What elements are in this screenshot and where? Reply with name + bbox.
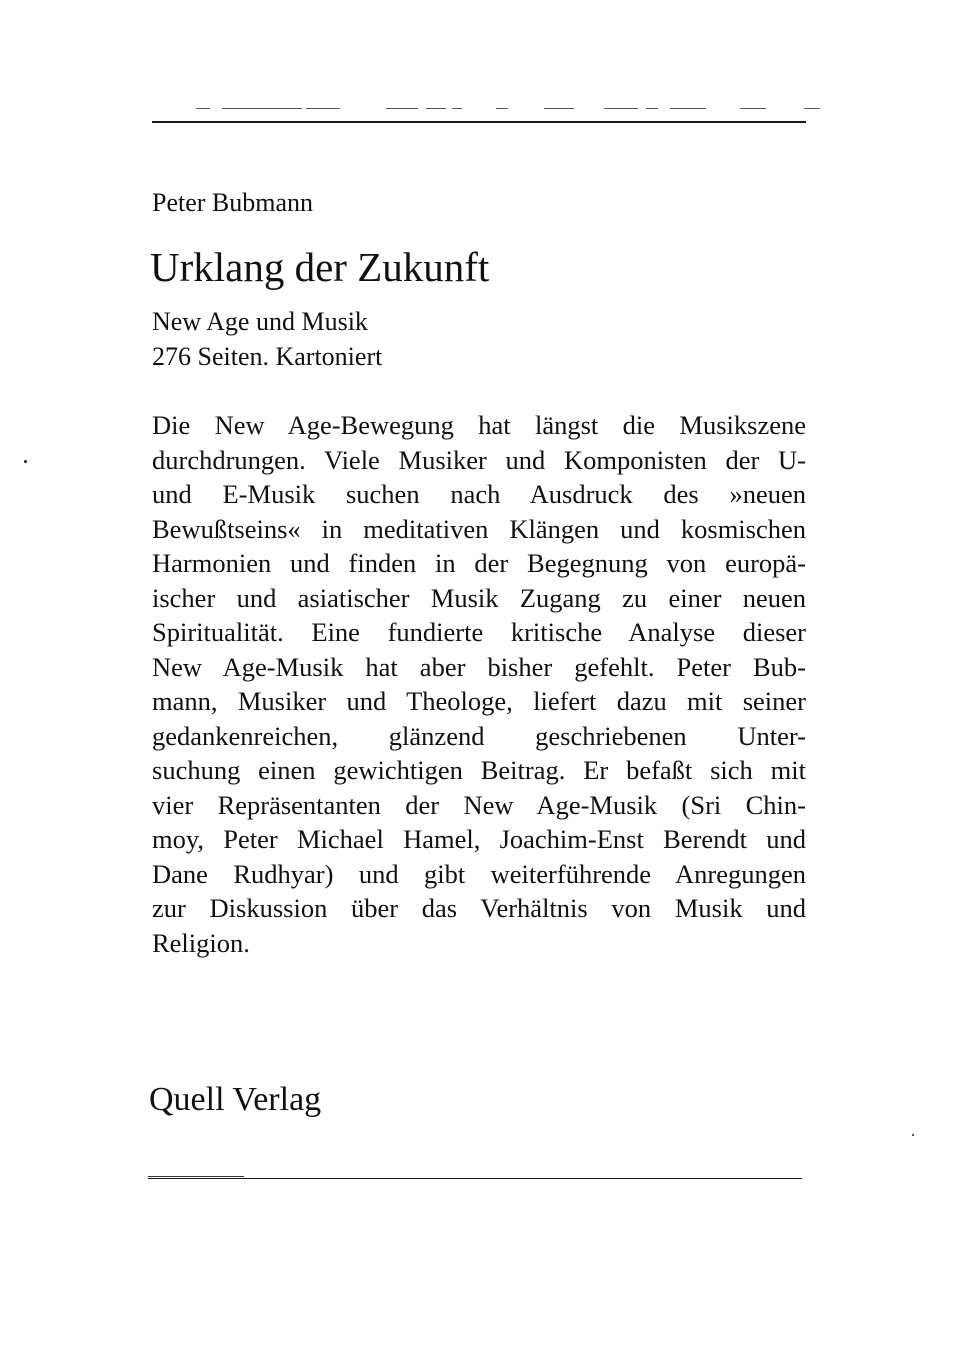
dash-segment xyxy=(604,108,638,109)
scan-speck xyxy=(24,460,27,463)
book-meta: 276 Seiten. Kartoniert xyxy=(152,342,383,371)
description-line: durchdrungen. Viele Musiker und Komponisten der U- xyxy=(152,444,806,475)
top-dashed-rule xyxy=(196,108,822,112)
dash-segment xyxy=(804,108,820,109)
publisher-name: Quell Verlag xyxy=(149,1081,322,1118)
top-rule xyxy=(152,121,806,123)
description-line: gedankenreichen, glänzend geschriebenen Unter- xyxy=(152,720,806,751)
description-line: ischer und asiatischer Musik Zugang zu einer neuen xyxy=(152,582,806,613)
book-subtitle: New Age und Musik xyxy=(152,307,368,336)
description-line: Harmonien und finden in der Begegnung von europä- xyxy=(152,548,806,578)
description-line: New Age-Musik hat aber bisher gefehlt. Peter Bub- xyxy=(152,651,806,682)
dash-segment xyxy=(426,108,446,109)
book-title: Urklang der Zukunft xyxy=(150,244,490,290)
dash-segment xyxy=(646,108,658,109)
dash-segment xyxy=(222,108,302,109)
description-line: zur Diskussion über das Verhältnis von Musik und xyxy=(152,893,806,923)
dash-segment xyxy=(386,108,418,109)
description-line: moy, Peter Michael Hamel, Joachim-Enst Berendt und xyxy=(152,824,806,854)
description-line: Dane Rudhyar) und gibt weiterführende Anregungen xyxy=(152,858,806,889)
dash-segment xyxy=(670,108,706,109)
dash-segment xyxy=(496,108,508,109)
dash-segment xyxy=(740,108,766,109)
dash-segment xyxy=(452,108,462,109)
description-line: Spiritualität. Eine fundierte kritische Analyse dieser xyxy=(152,617,806,647)
description-line: Bewußtseins« in meditativen Klängen und kosmischen xyxy=(152,513,806,544)
dash-segment xyxy=(306,108,340,109)
bottom-rule xyxy=(148,1178,802,1179)
author-name: Peter Bubmann xyxy=(152,188,314,217)
description-line: vier Repräsentanten der New Age-Musik (Sri Chin- xyxy=(152,789,806,820)
dash-segment xyxy=(196,108,210,109)
dash-segment xyxy=(544,108,574,109)
scan-speck xyxy=(912,1134,914,1136)
description-paragraph xyxy=(152,408,806,960)
bottom-rule-accent xyxy=(148,1176,244,1177)
description-line: und E-Musik suchen nach Ausdruck des »neuen xyxy=(152,479,806,509)
description-line: Die New Age-Bewegung hat längst die Musikszene xyxy=(152,410,806,440)
description-line: suchung einen gewichtigen Beitrag. Er befaßt sich mit xyxy=(152,755,806,785)
description-line: mann, Musiker und Theologe, liefert dazu mit seiner xyxy=(152,686,806,716)
description-line: Religion. xyxy=(152,927,250,958)
